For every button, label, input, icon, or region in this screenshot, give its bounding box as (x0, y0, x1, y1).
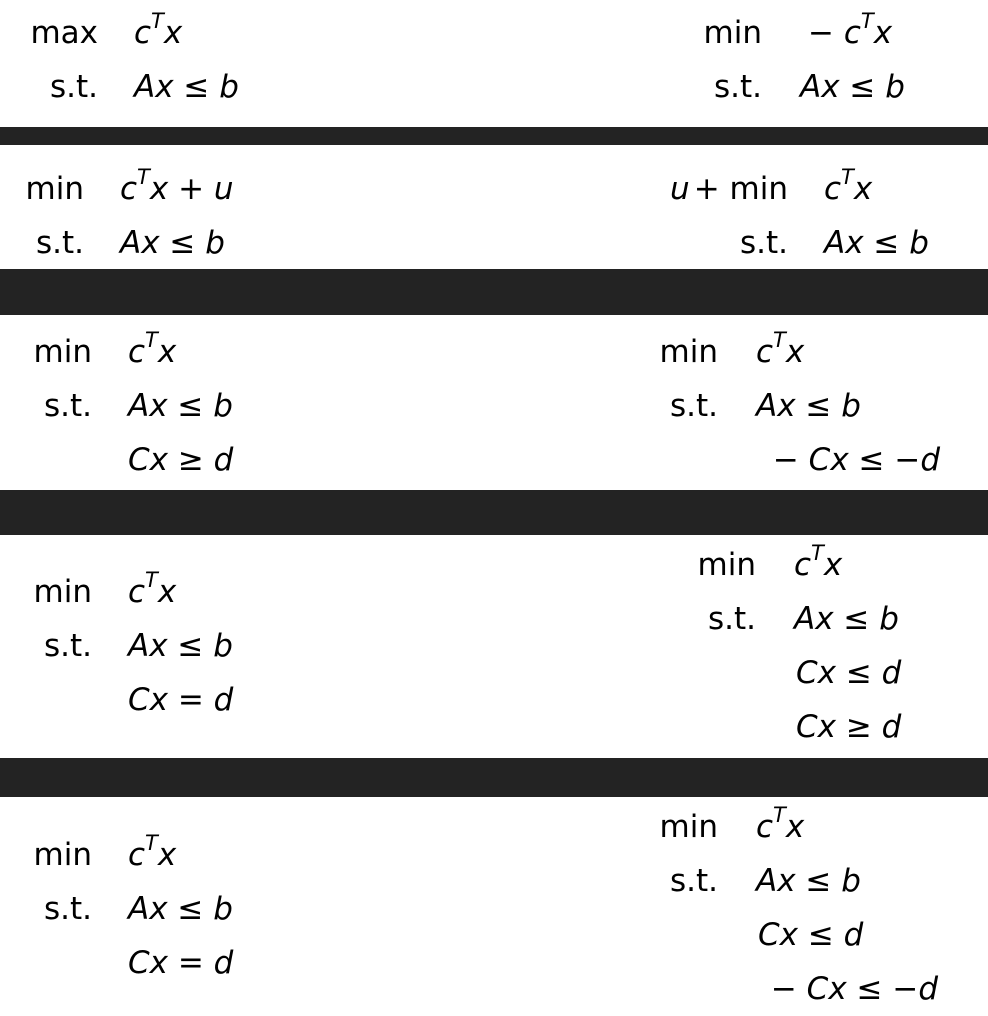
constraint-expression: Ax ≤ b (794, 601, 899, 637)
constraint-expression: Cx ≥ d (796, 709, 902, 745)
objective-expression: $c^Tx$ (794, 541, 843, 583)
objective-expression: $c^Tx$ (128, 568, 177, 610)
objective-constant: u (670, 171, 690, 207)
constraint-expression: Ax ≤ b (824, 225, 929, 261)
constraint-expression: Ax ≤ b (128, 388, 233, 424)
constraint-keyword: s.t. (35, 225, 84, 261)
objective-expression: $c^Tx$ (756, 328, 805, 370)
constraint-expression: Ax ≤ b (134, 69, 239, 105)
constraint-expression: Ax ≤ b (128, 628, 233, 664)
constraint-keyword: s.t. (43, 388, 92, 424)
constraint-expression: Cx ≥ d (128, 442, 234, 478)
constraint-expression: − Cx ≤ −d (770, 971, 938, 1007)
objective-keyword: min (25, 171, 84, 207)
objective-expression: $c^Tx$ (128, 831, 177, 873)
objective-keyword: min (33, 574, 92, 610)
constraint-keyword: s.t. (739, 225, 788, 261)
objective-expression: $c^Tx$ (134, 9, 183, 51)
objective-expression: $c^Tx + u$ (120, 165, 234, 207)
constraint-expression: Ax ≤ b (800, 69, 905, 105)
constraint-keyword: s.t. (43, 891, 92, 927)
objective-keyword: min (659, 809, 718, 845)
constraint-keyword: s.t. (669, 388, 718, 424)
divider-1 (0, 127, 988, 145)
constraint-expression: Cx ≤ d (796, 655, 902, 691)
constraint-keyword: s.t. (43, 628, 92, 664)
objective-keyword: + min (693, 171, 788, 207)
objective-expression: $c^Tx$ (824, 165, 873, 207)
objective-keyword: min (659, 334, 718, 370)
constraint-expression: Ax ≤ b (756, 863, 861, 899)
divider-3 (0, 490, 988, 535)
objective-expression: $c^Tx$ (756, 803, 805, 845)
constraint-keyword: s.t. (713, 69, 762, 105)
objective-keyword: min (33, 837, 92, 873)
constraint-keyword: s.t. (707, 601, 756, 637)
constraint-expression: Ax ≤ b (756, 388, 861, 424)
objective-keyword: min (33, 334, 92, 370)
constraint-expression: Cx ≤ d (758, 917, 864, 953)
constraint-expression: Cx = d (128, 682, 234, 718)
objective-keyword: min (703, 15, 762, 51)
constraint-keyword: s.t. (49, 69, 98, 105)
constraint-expression: − Cx ≤ −d (772, 442, 940, 478)
constraint-expression: Cx = d (128, 945, 234, 981)
constraint-expression: Ax ≤ b (120, 225, 225, 261)
objective-keyword: max (30, 15, 98, 51)
objective-expression: $c^Tx$ (128, 328, 177, 370)
objective-keyword: min (697, 547, 756, 583)
constraint-expression: Ax ≤ b (128, 891, 233, 927)
constraint-keyword: s.t. (669, 863, 718, 899)
divider-4 (0, 758, 988, 797)
divider-2 (0, 269, 988, 315)
objective-expression: − $c^Tx$ (808, 9, 893, 51)
